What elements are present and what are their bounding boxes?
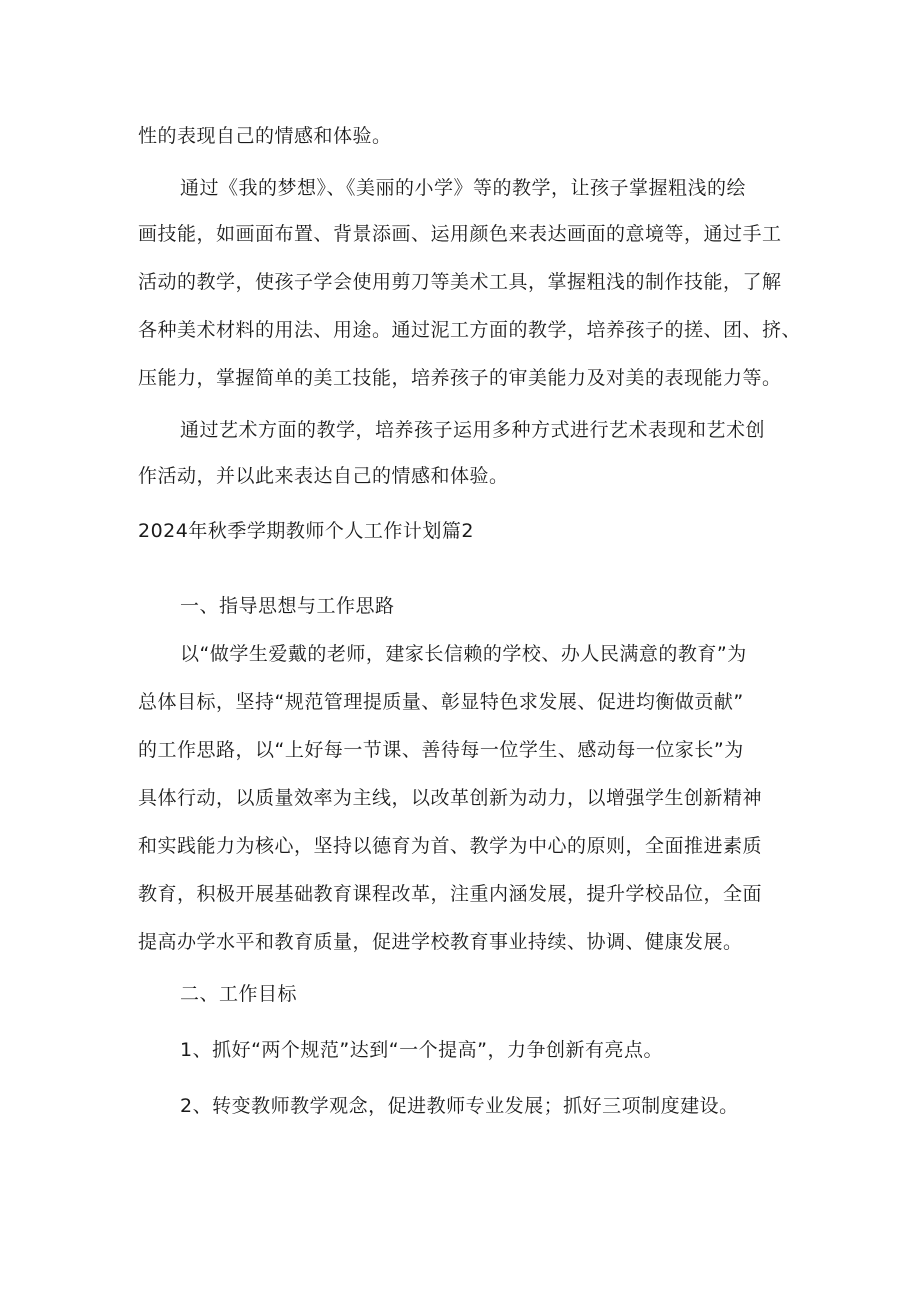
paragraph-line: 通过艺术方面的教学，培养孩子运用多种方式进行艺术表现和艺术创	[180, 419, 766, 441]
paragraph-line: 的工作思路，以“上好每一节课、善待每一位学生、感动每一位家长”为	[138, 739, 744, 761]
paragraph-line: 压能力，掌握简单的美工技能，培养孩子的审美能力及对美的表现能力等。	[138, 367, 782, 389]
list-item: 2、转变教师教学观念，促进教师专业发展；抓好三项制度建设。	[180, 1095, 739, 1117]
section-title: 2024年秋季学期教师个人工作计划篇2	[138, 520, 474, 542]
paragraph-line: 提高办学水平和教育质量，促进学校教育事业持续、协调、健康发展。	[138, 931, 743, 953]
paragraph-line: 性的表现自己的情感和体验。	[138, 125, 392, 147]
list-item: 1、抓好“两个规范”达到“一个提高”，力争创新有亮点。	[180, 1039, 663, 1061]
section-heading: 二、工作目标	[180, 983, 298, 1005]
paragraph-line: 教育，积极开展基础教育课程改革，注重内涵发展，提升学校品位，全面	[138, 883, 763, 905]
paragraph-line: 通过《我的梦想》、《美丽的小学》等的教学，让孩子掌握粗浅的绘	[180, 177, 747, 199]
paragraph-line: 活动的教学，使孩子学会使用剪刀等美术工具，掌握粗浅的制作技能，了解	[138, 271, 782, 293]
paragraph-line: 作活动，并以此来表达自己的情感和体验。	[138, 465, 509, 487]
paragraph-line: 以“做学生爱戴的老师，建家长信赖的学校、办人民满意的教育”为	[180, 643, 747, 665]
paragraph-line: 和实践能力为核心，坚持以德育为首、教学为中心的原则，全面推进素质	[138, 835, 763, 857]
paragraph-line: 总体目标，坚持“规范管理提质量、彰显特色求发展、促进均衡做贡献”	[138, 691, 744, 713]
paragraph-line: 画技能，如画面布置、背景添画、运用颜色来表达画面的意境等，通过手工	[138, 223, 782, 245]
paragraph-line: 各种美术材料的用法、用途。通过泥工方面的教学，培养孩子的搓、团、挤、	[138, 319, 802, 341]
section-heading: 一、指导思想与工作思路	[180, 595, 395, 617]
paragraph-line: 具体行动，以质量效率为主线，以改革创新为动力，以增强学生创新精神	[138, 787, 763, 809]
